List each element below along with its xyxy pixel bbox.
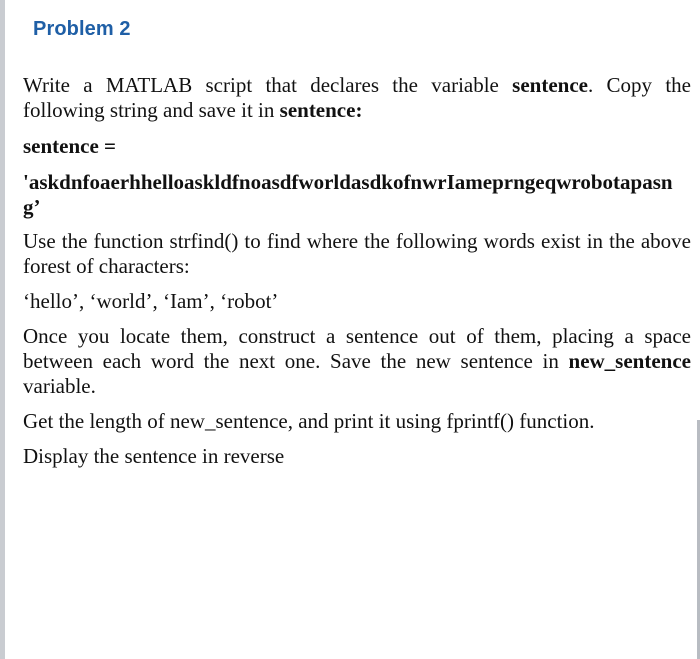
instruction-3-text-a: Once you locate them, construct a sentence out of them, placing a space between each word the next one. Save the new sentence in: [23, 324, 691, 373]
variable-name-sentence-colon: sentence:: [279, 98, 363, 122]
instruction-paragraph-3: [23, 324, 691, 399]
left-edge-bar: [0, 0, 5, 659]
instruction-1-text-a: Write a MATLAB script that declares the variable: [23, 73, 513, 97]
instruction-paragraph-1: [23, 73, 691, 123]
variable-name-new-sentence: new_sentence: [568, 349, 691, 373]
instruction-paragraph-5: Display the sentence in reverse: [23, 444, 285, 468]
assignment-string-value: 'askdnfoaerhhelloaskldfnoasdfworldasdkofnwrIameprngeqwrobotapasng’: [23, 170, 673, 219]
instruction-3-text-b: variable.: [23, 374, 96, 398]
instruction-paragraph-2: Use the function strfind() to find where the following words exist in the above forest of characters:: [23, 229, 691, 278]
instruction-paragraph-4: Get the length of new_sentence, and print it using fprintf() function.: [23, 409, 595, 433]
instruction-1-text-b: . Copy the following string and save it in: [23, 73, 691, 122]
variable-name-sentence: sentence: [512, 73, 588, 97]
assignment-label: sentence =: [23, 134, 117, 158]
problem-title: Problem 2: [33, 18, 131, 40]
target-words-list: ‘hello’, ‘world’, ‘Iam’, ‘robot’: [23, 289, 279, 313]
